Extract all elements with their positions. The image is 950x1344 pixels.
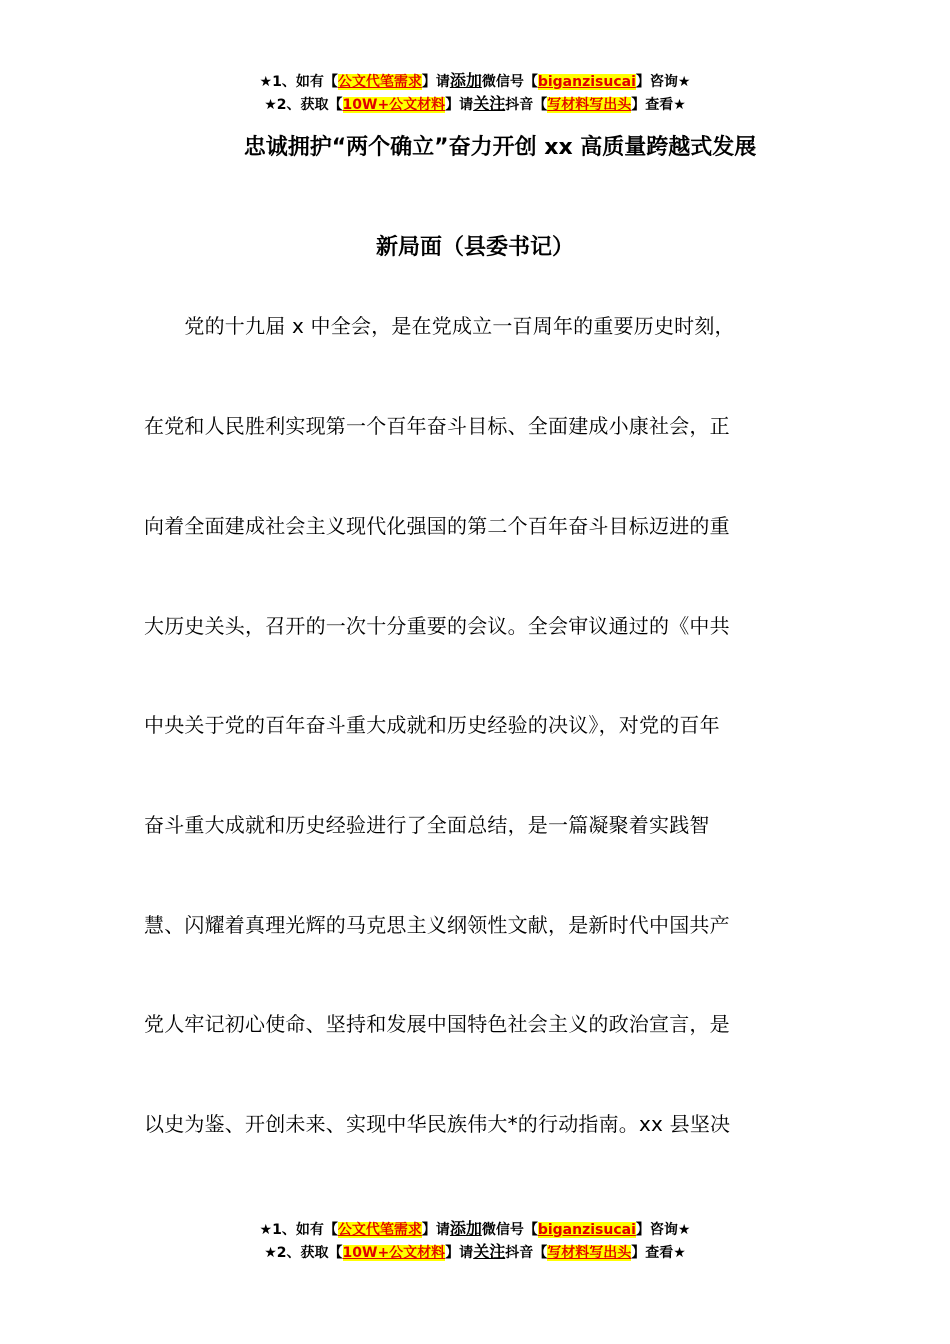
promo-text: 】查看★ bbox=[631, 1245, 686, 1261]
body-line: 慧、闪耀着真理光辉的马克思主义纲领性文献，是新时代中国共产 bbox=[144, 913, 730, 937]
promo-text: 】请 bbox=[445, 97, 474, 113]
promo-text: 】咨询★ bbox=[635, 74, 691, 90]
promo-highlight: 公文代笔需求 bbox=[337, 74, 422, 90]
body-line: 在党和人民胜利实现第一个百年奋斗目标、全面建成小康社会，正 bbox=[144, 414, 730, 438]
body-line: 党的十九届 x 中全会，是在党成立一百周年的重要历史时刻， bbox=[144, 314, 735, 338]
promo-highlight: biganzisucai bbox=[537, 74, 636, 90]
promo-text: ★1、如有【 bbox=[259, 74, 338, 90]
promo-underline: 添加 bbox=[449, 1219, 482, 1238]
promo-text: 】请 bbox=[421, 74, 450, 90]
body-line: 中央关于党的百年奋斗重大成就和历史经验的决议》，对党的百年 bbox=[144, 713, 720, 737]
body-line: 向着全面建成社会主义现代化强国的第二个百年奋斗目标迈进的重 bbox=[144, 514, 730, 538]
promo-text: 抖音【 bbox=[505, 97, 548, 113]
promo-highlight: 写材料写出头 bbox=[547, 1245, 632, 1261]
promo-text: 微信号【 bbox=[481, 1222, 538, 1238]
promo-highlight: biganzisucai bbox=[537, 1222, 636, 1238]
promo-line-1 bbox=[0, 1218, 950, 1241]
promo-line-1 bbox=[0, 70, 950, 93]
promo-text: ★2、获取【 bbox=[264, 1245, 343, 1261]
promo-text: 】请 bbox=[445, 1245, 474, 1261]
promo-text: 】咨询★ bbox=[635, 1222, 691, 1238]
promo-text: 抖音【 bbox=[505, 1245, 548, 1261]
promo-text: ★1、如有【 bbox=[259, 1222, 338, 1238]
body-line: 奋斗重大成就和历史经验进行了全面总结，是一篇凝聚着实践智 bbox=[144, 813, 710, 837]
body-line: 党人牢记初心使命、坚持和发展中国特色社会主义的政治宣言，是 bbox=[144, 1012, 730, 1036]
document-title-line-2: 新局面（县委书记） bbox=[375, 235, 574, 260]
promo-line-2 bbox=[0, 1241, 950, 1264]
promo-highlight: 写材料写出头 bbox=[547, 97, 632, 113]
promo-text: 微信号【 bbox=[481, 74, 538, 90]
promo-highlight: 公文代笔需求 bbox=[337, 1222, 422, 1238]
promo-highlight: 10W+公文材料 bbox=[342, 97, 446, 113]
header-promo-banner bbox=[0, 70, 950, 116]
promo-text: 】查看★ bbox=[631, 97, 686, 113]
body-line: 大历史关头，召开的一次十分重要的会议。全会审议通过的《中共 bbox=[144, 614, 730, 638]
promo-text: ★2、获取【 bbox=[264, 97, 343, 113]
footer-promo-banner bbox=[0, 1218, 950, 1264]
promo-highlight: 10W+公文材料 bbox=[342, 1245, 446, 1261]
document-title-line-1: 忠诚拥护“两个确立”奋力开创 xx 高质量跨越式发展 bbox=[243, 135, 757, 160]
promo-line-2 bbox=[0, 93, 950, 116]
body-line: 以史为鉴、开创未来、实现中华民族伟大*的行动指南。xx 县坚决 bbox=[144, 1112, 731, 1136]
promo-underline: 添加 bbox=[449, 71, 482, 90]
promo-underline: 关注 bbox=[473, 94, 506, 113]
promo-underline: 关注 bbox=[473, 1242, 506, 1261]
promo-text: 】请 bbox=[421, 1222, 450, 1238]
